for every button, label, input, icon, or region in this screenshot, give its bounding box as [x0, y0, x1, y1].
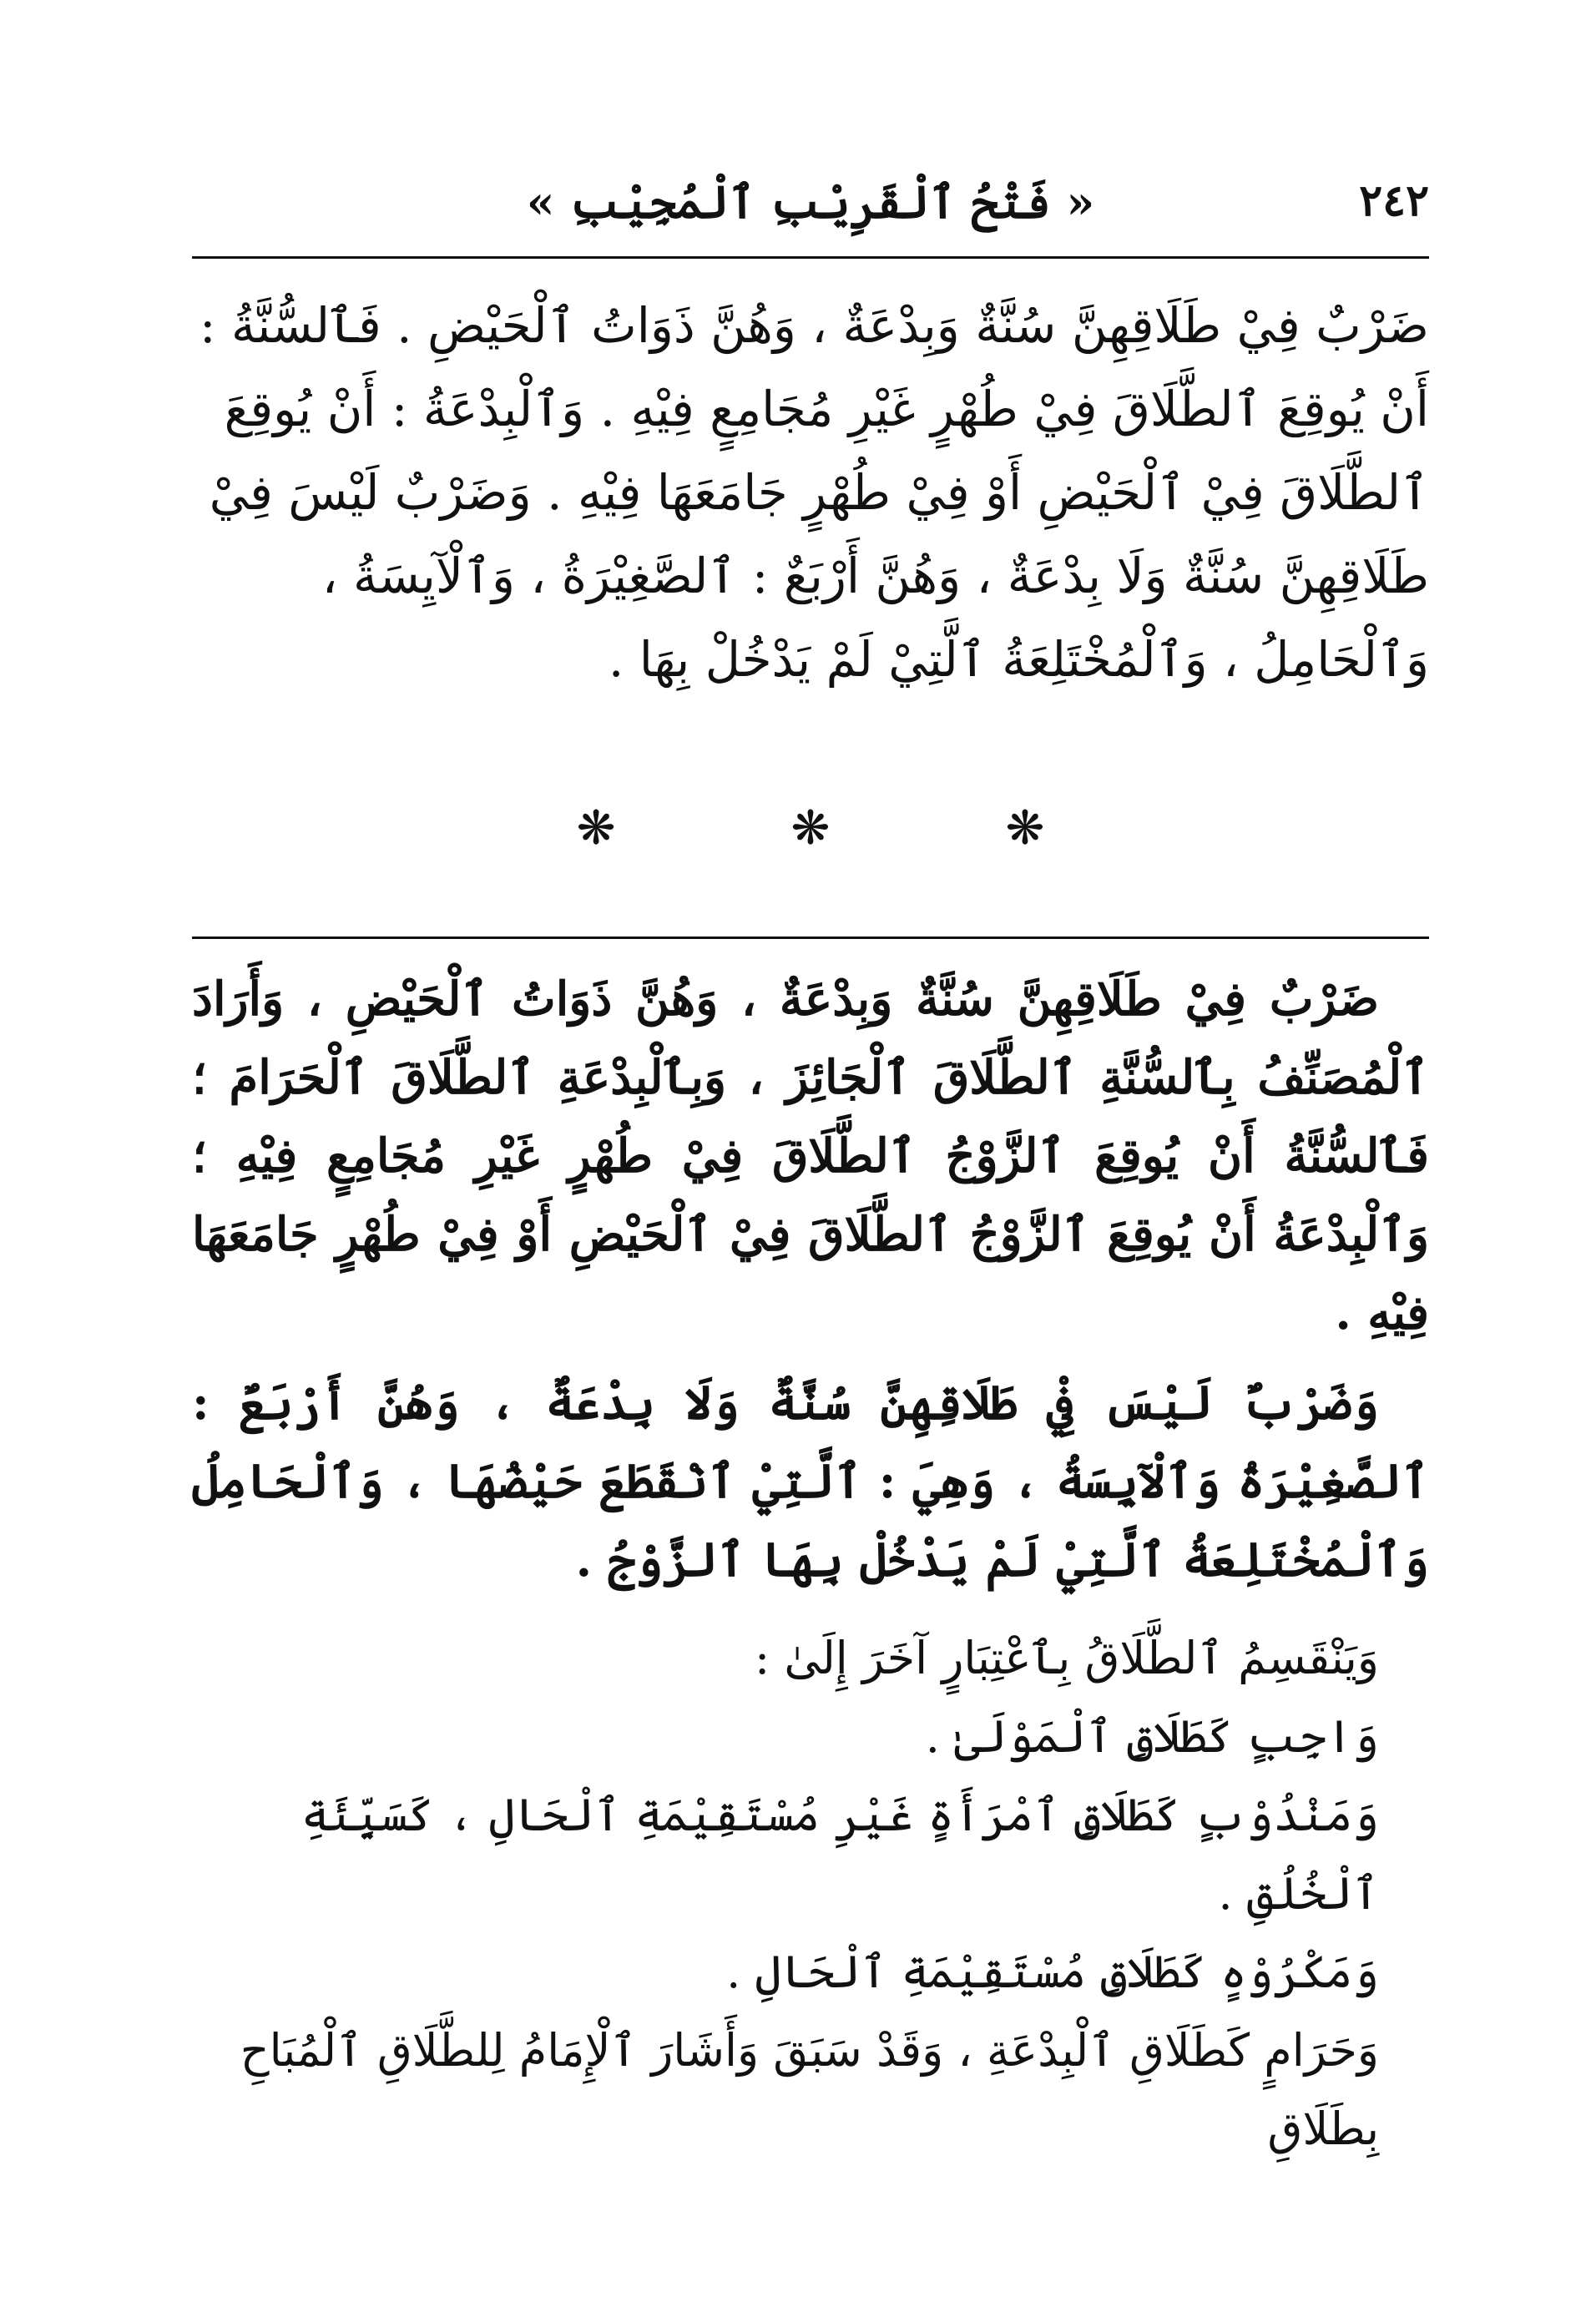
list-item: وَاجِبٍ كَطَلَاقِ ٱلْمَوْلَىٰ . [925, 1710, 1379, 1763]
list-item: وَحَرَامٍ كَطَلَاقِ ٱلْبِدْعَةِ ، وَقَدْ سَبَقَ وَأَشَارَ ٱلْإِمَامُ لِلطَّلَاقِ ٱلْمُبَاحِ بِطَلَاقِ [240, 2024, 1379, 2155]
sharh-line: ضَرْبٌ فِيْ طَلَاقِهِنَّ سُنَّةٌ وَبِدْعَةٌ ، وَهُنَّ ذَوَاتُ ٱلْحَيْضِ ، وَأَرَادَ ٱلْمُصَنِّفُ [192, 972, 1430, 1105]
talaq-categories-list [192, 1619, 1429, 2168]
star-ornament: ❋ [576, 801, 616, 856]
matn-line: أَنْ يُوقِعَ ٱلطَّلَاقَ فِيْ طُهْرٍ غَيْرِ مُجَامِعٍ فِيْهِ . وَٱلْبِدْعَةُ : أَنْ يُوقِعَ [224, 381, 1429, 437]
sharh-line: ٱلطَّلَاقَ فِيْ طُهْرٍ غَيْرِ مُجَامِعٍ فِيْهِ ؛ وَٱلْبِدْعَةُ أَنْ يُوقِعَ ٱلزَّوْجُ ٱلطَّلَاقَ فِيْ [192, 1128, 1430, 1262]
commentary-divider [192, 936, 1429, 939]
matn-line: ٱلطَّلَاقَ فِيْ ٱلْحَيْضِ أَوْ فِيْ طُهْرٍ جَامَعَهَا فِيْهِ . وَضَرْبٌ لَيْسَ فِيْ [209, 464, 1429, 521]
list-item: وَيَنْقَسِمُ ٱلطَّلَاقُ بِٱعْتِبَارٍ آخَرَ إِلَىٰ : [754, 1632, 1379, 1684]
star-ornament: ❋ [790, 801, 831, 856]
sharh-line: بِهَا ٱلزَّوْجُ . [575, 1532, 844, 1588]
running-title: « فَتْحُ ٱلْقَرِيْبِ ٱلْمُجِيْبِ » [526, 175, 1095, 229]
matn-text [192, 284, 1429, 701]
header-divider [192, 256, 1429, 259]
sharh-line: وَضَرْبٌ لَيْسَ فِيْ طَلَاقِهِنَّ سُنَّةٌ وَلَا بِدْعَةٌ ، وَهُنَّ أَرْبَعٌ : ٱلصَّغِيْرَةُ [192, 1376, 1430, 1509]
sharh-paragraph [192, 1364, 1429, 1599]
page-header [192, 167, 1429, 242]
matn-line: طَلَاقِهِنَّ سُنَّةٌ وَلَا بِدْعَةٌ ، وَهُنَّ أَرْبَعٌ : ٱلصَّغِيْرَةُ ، وَٱلْآيِسَةُ ، [321, 548, 1429, 604]
matn-line: ضَرْبٌ فِيْ طَلَاقِهِنَّ سُنَّةٌ وَبِدْعَةٌ ، وَهُنَّ ذَوَاتُ ٱلْحَيْضِ . فَٱلسُّنَّةُ : [200, 297, 1429, 354]
sharh-text [192, 960, 1429, 1611]
list-item: وَمَكْرُوْهٍ كَطَلَاقِ مُسْتَقِيْمَةِ ٱلْحَالِ . [726, 1946, 1379, 1998]
sharh-paragraph [192, 960, 1429, 1352]
list-item: وَمَنْدُوْبٍ كَطَلَاقِ ٱمْرَأَةٍ غَيْرِ مُسْتَقِيْمَةِ ٱلْحَالِ ، كَسَيِّئَةِ ٱلْخُلُقِ . [301, 1789, 1379, 1920]
sharh-line: وَٱلْآيِسَةُ ، وَهِيَ : ٱلَّتِيْ ٱنْقَطَعَ حَيْضُهَا ، وَٱلْحَامِلُ وَٱلْمُخْتَلِعَةُ ٱلَّتِيْ لَمْ يَدْخُلْ [192, 1454, 1429, 1588]
matn-line: وَٱلْحَامِلُ ، وَٱلْمُخْتَلِعَةُ ٱلَّتِيْ لَمْ يَدْخُلْ بِهَا . [608, 631, 1429, 688]
sharh-line: ٱلْحَيْضِ أَوْ فِيْ طُهْرٍ جَامَعَهَا فِيْهِ . [192, 1207, 1429, 1340]
page-number: ٢٤٢ [1359, 175, 1429, 226]
sharh-line: بِٱلسُّنَّةِ ٱلطَّلَاقَ ٱلْجَائِزَ ، وَبِٱلْبِدْعَةِ ٱلطَّلَاقَ ٱلْحَرَامَ ؛ فَٱلسُّنَّةُ أَنْ يُوقِعَ ٱلزَّوْجُ [192, 1050, 1430, 1184]
section-separator [192, 801, 1429, 868]
star-ornament: ❋ [1005, 801, 1045, 856]
